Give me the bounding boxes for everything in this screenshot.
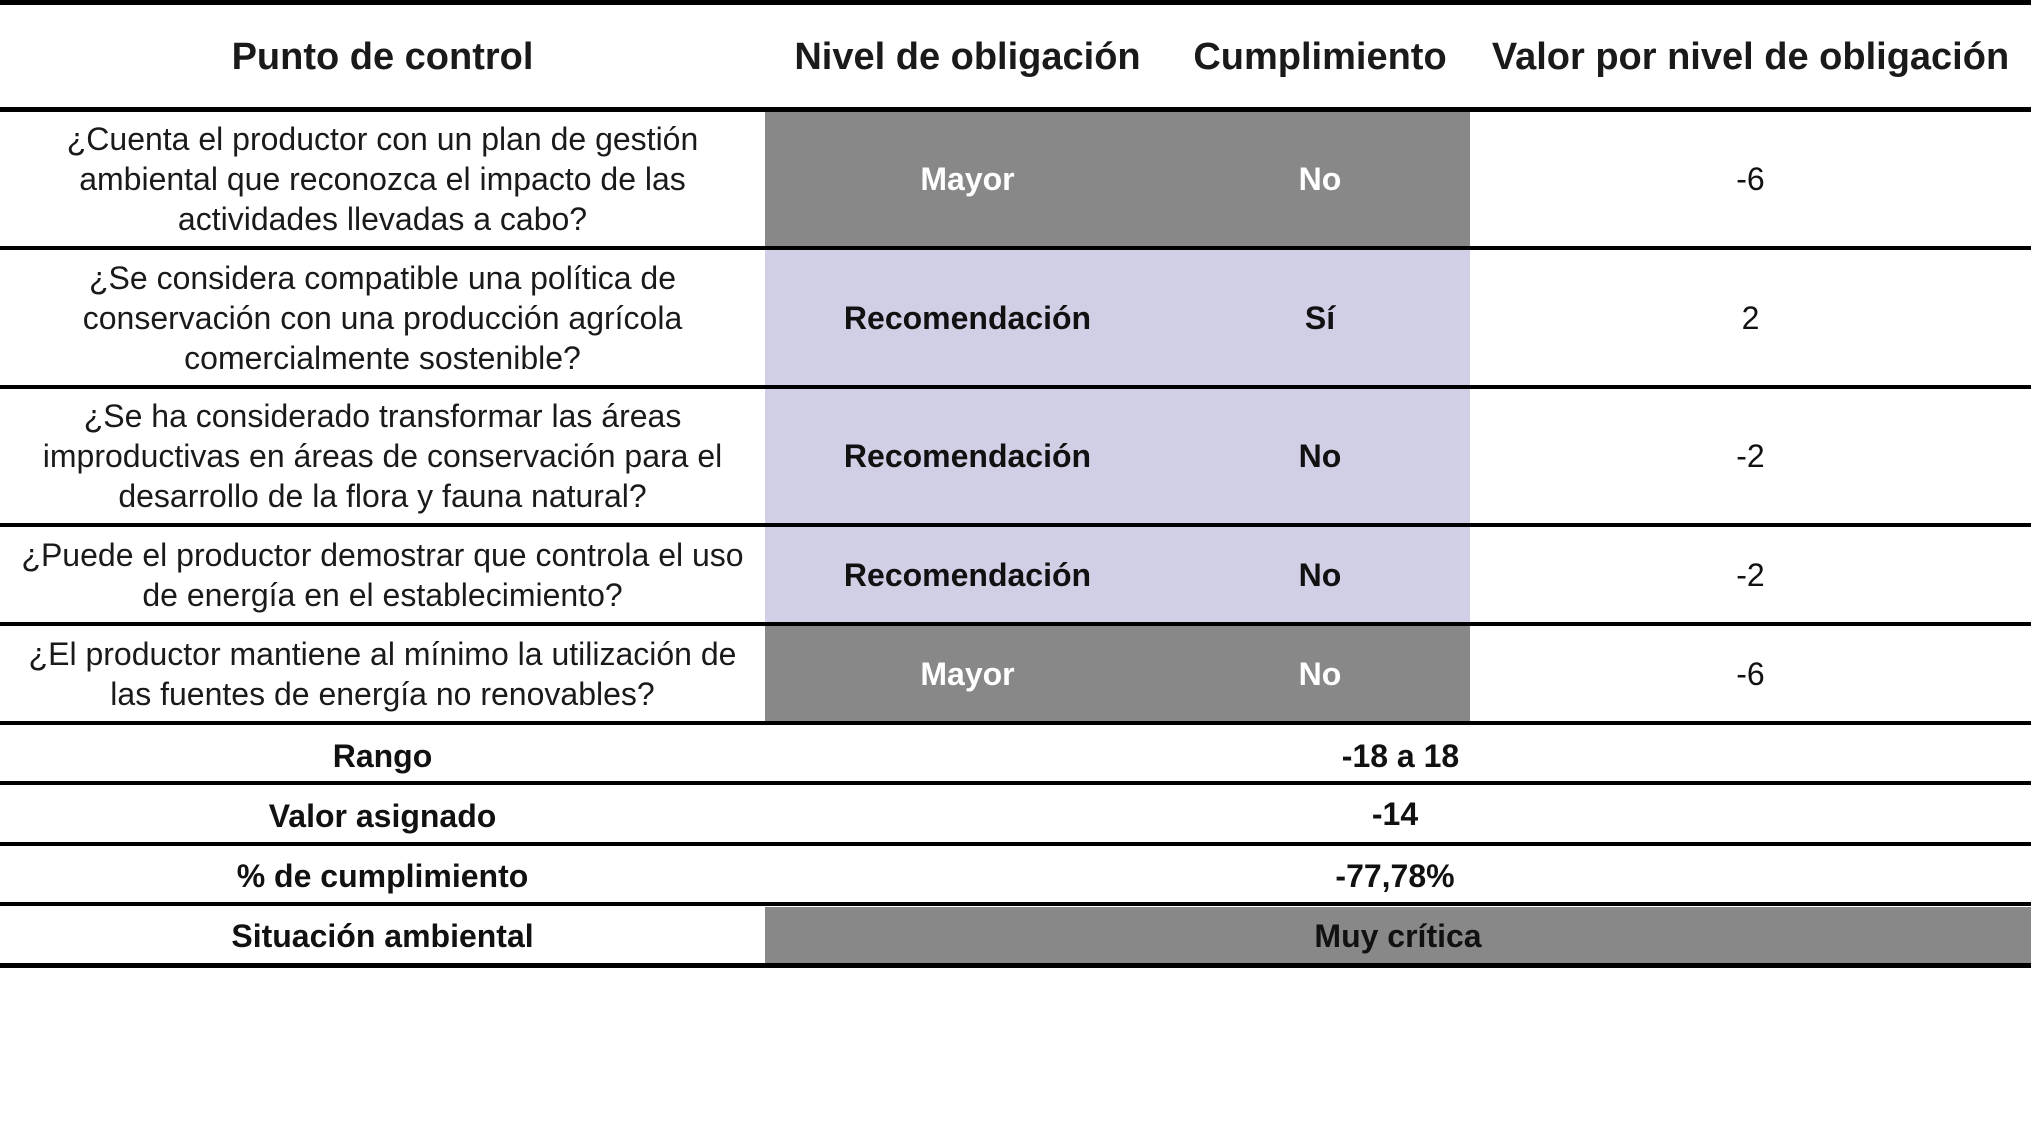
compliance-percent-value: -77,78%: [1335, 858, 1455, 894]
rule-row-4: [0, 622, 2031, 626]
range-value: -18 a 18: [1341, 738, 1460, 774]
value-by-level-cell: 2: [1741, 299, 1760, 336]
control-point-question: ¿El productor mantiene al mínimo la utilización de las fuentes de energía no renovables?: [28, 635, 737, 712]
compliance-cell: Sí: [1170, 250, 1470, 385]
assigned-value-label: Valor asignado: [268, 798, 497, 834]
rule-row-3: [0, 523, 2031, 527]
rule-row-2: [0, 385, 2031, 389]
value-by-level-cell: -6: [1736, 655, 1765, 692]
control-point-question: ¿Cuenta el productor con un plan de gestión ambiental que reconozca el impacto de las actividades llevadas a cabo?: [66, 121, 699, 237]
header-compliance: Cumplimiento: [1193, 36, 1447, 78]
environmental-situation-label: Situación ambiental: [231, 918, 534, 954]
control-point-question: ¿Se ha considerado transformar las áreas improductivas en áreas de conservación para el desarrollo de la flora y fauna natural?: [42, 398, 723, 514]
range-label: Rango: [332, 738, 433, 774]
control-point-question: ¿Se considera compatible una política de conservación con una producción agrícola comercialmente sostenible?: [82, 259, 683, 376]
header-value-by-level: Valor por nivel de obligación: [1491, 36, 2010, 78]
compliance-cell: No: [1170, 389, 1470, 523]
obligation-level-cell: Mayor: [765, 112, 1170, 246]
obligation-level-cell: Recomendación: [765, 250, 1170, 385]
rule-top: [0, 0, 2031, 5]
compliance-percent-label: % de cumplimiento: [236, 858, 529, 894]
obligation-level-cell: Recomendación: [765, 527, 1170, 622]
environmental-situation-value: Muy crítica: [765, 907, 2031, 965]
compliance-cell: No: [1170, 112, 1470, 246]
rule-row-1: [0, 246, 2031, 250]
assigned-value: -14: [1371, 796, 1419, 832]
obligation-level-cell: Recomendación: [765, 389, 1170, 523]
value-by-level-cell: -2: [1736, 556, 1765, 593]
control-point-question: ¿Puede el productor demostrar que controla el uso de energía en el establecimiento?: [21, 536, 744, 613]
value-by-level-cell: -6: [1736, 161, 1765, 197]
rule-header-bottom: [0, 107, 2031, 112]
header-obligation-level: Nivel de obligación: [794, 36, 1141, 78]
rule-range: [0, 781, 2031, 785]
rule-bottom: [0, 963, 2031, 968]
value-by-level-cell: -2: [1736, 438, 1765, 474]
rule-row-5: [0, 721, 2031, 725]
compliance-cell: No: [1170, 527, 1470, 622]
rule-percent: [0, 902, 2031, 906]
obligation-level-cell: Mayor: [765, 626, 1170, 721]
header-control-point: Punto de control: [231, 36, 534, 78]
compliance-cell: No: [1170, 626, 1470, 721]
rule-assigned: [0, 842, 2031, 846]
